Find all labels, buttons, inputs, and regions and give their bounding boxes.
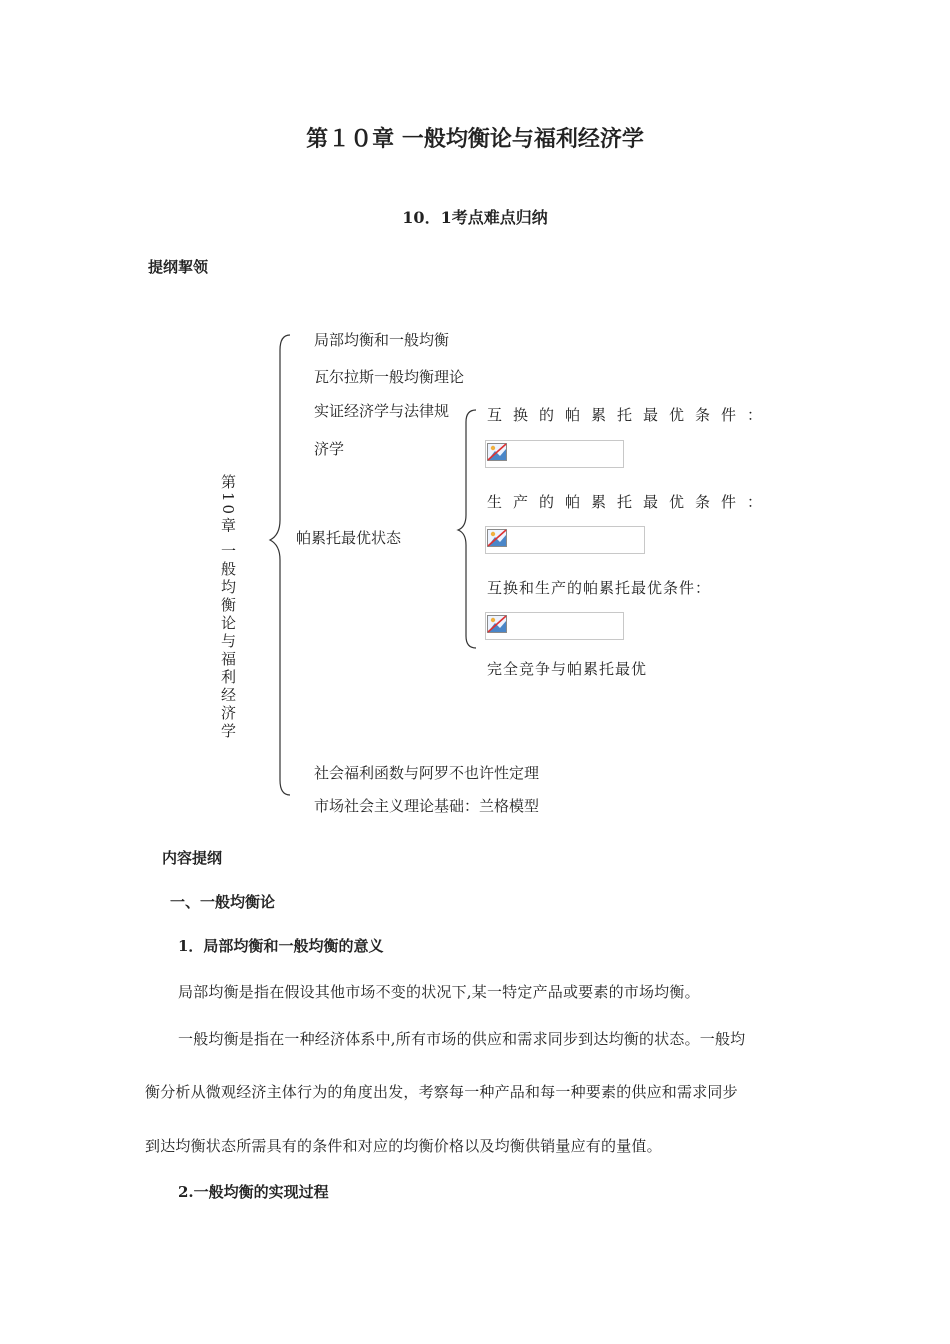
formula-image-placeholder	[485, 612, 624, 640]
branch-walras-theory: 瓦尔拉斯一般均衡理论	[314, 368, 465, 386]
paragraph-general-equilibrium-line2: 衡分析从微观经济主体行为的角度出发，考察每一种产品和每一种要素的供应和需求同步	[145, 1083, 738, 1101]
broken-image-icon	[487, 443, 507, 461]
branch-social-welfare: 社会福利函数与阿罗不也许性定理	[314, 764, 540, 782]
main-brace	[270, 335, 290, 795]
branch-positive-economics: 实证经济学与法律规	[314, 402, 450, 420]
broken-image-icon	[487, 529, 507, 547]
pareto-competition-item: 完全竞争与帕累托最优	[487, 660, 648, 678]
pareto-brace	[458, 410, 476, 648]
broken-image-icon	[487, 615, 507, 633]
chapter-title: 第１０章 一般均衡论与福利经济学	[306, 126, 644, 152]
part1-heading: 一、一般均衡论	[170, 893, 276, 911]
pareto-exchange-condition: 互换的帕累托最优条件：	[487, 406, 774, 424]
formula-image-placeholder	[485, 440, 624, 468]
outline-heading: 提纲挈领	[148, 258, 209, 276]
pareto-exchange-production-condition: 互换和生产的帕累托最优条件：	[487, 579, 712, 597]
formula-image-placeholder	[485, 526, 645, 554]
branch-economics-cont: 济学	[314, 440, 345, 458]
paragraph-general-equilibrium-line1: 一般均衡是指在一种经济体系中,所有市场的供应和需求同步到达均衡的状态。一般均	[178, 1030, 746, 1048]
content-heading: 内容提纲	[162, 849, 223, 867]
branch-market-socialism: 市场社会主义理论基础：兰格模型	[314, 797, 540, 815]
paragraph-partial-equilibrium: 局部均衡是指在假设其他市场不变的状况下,某一特定产品或要素的市场均衡。	[178, 983, 700, 1001]
diagram-root-label: 第10章 一般均衡论与福利经济学	[219, 474, 237, 741]
item2-heading: 2.一般均衡的实现过程	[178, 1183, 329, 1201]
section-title: 10．1考点难点归纳	[402, 208, 548, 227]
item1-heading: 1．局部均衡和一般均衡的意义	[178, 937, 384, 955]
pareto-production-condition: 生产的帕累托最优条件：	[487, 493, 774, 511]
branch-partial-general-equilibrium: 局部均衡和一般均衡	[314, 331, 450, 349]
paragraph-general-equilibrium-line3: 到达均衡状态所需具有的条件和对应的均衡价格以及均衡供销量应有的量值。	[145, 1137, 662, 1155]
branch-pareto-optimal: 帕累托最优状态	[296, 529, 402, 547]
